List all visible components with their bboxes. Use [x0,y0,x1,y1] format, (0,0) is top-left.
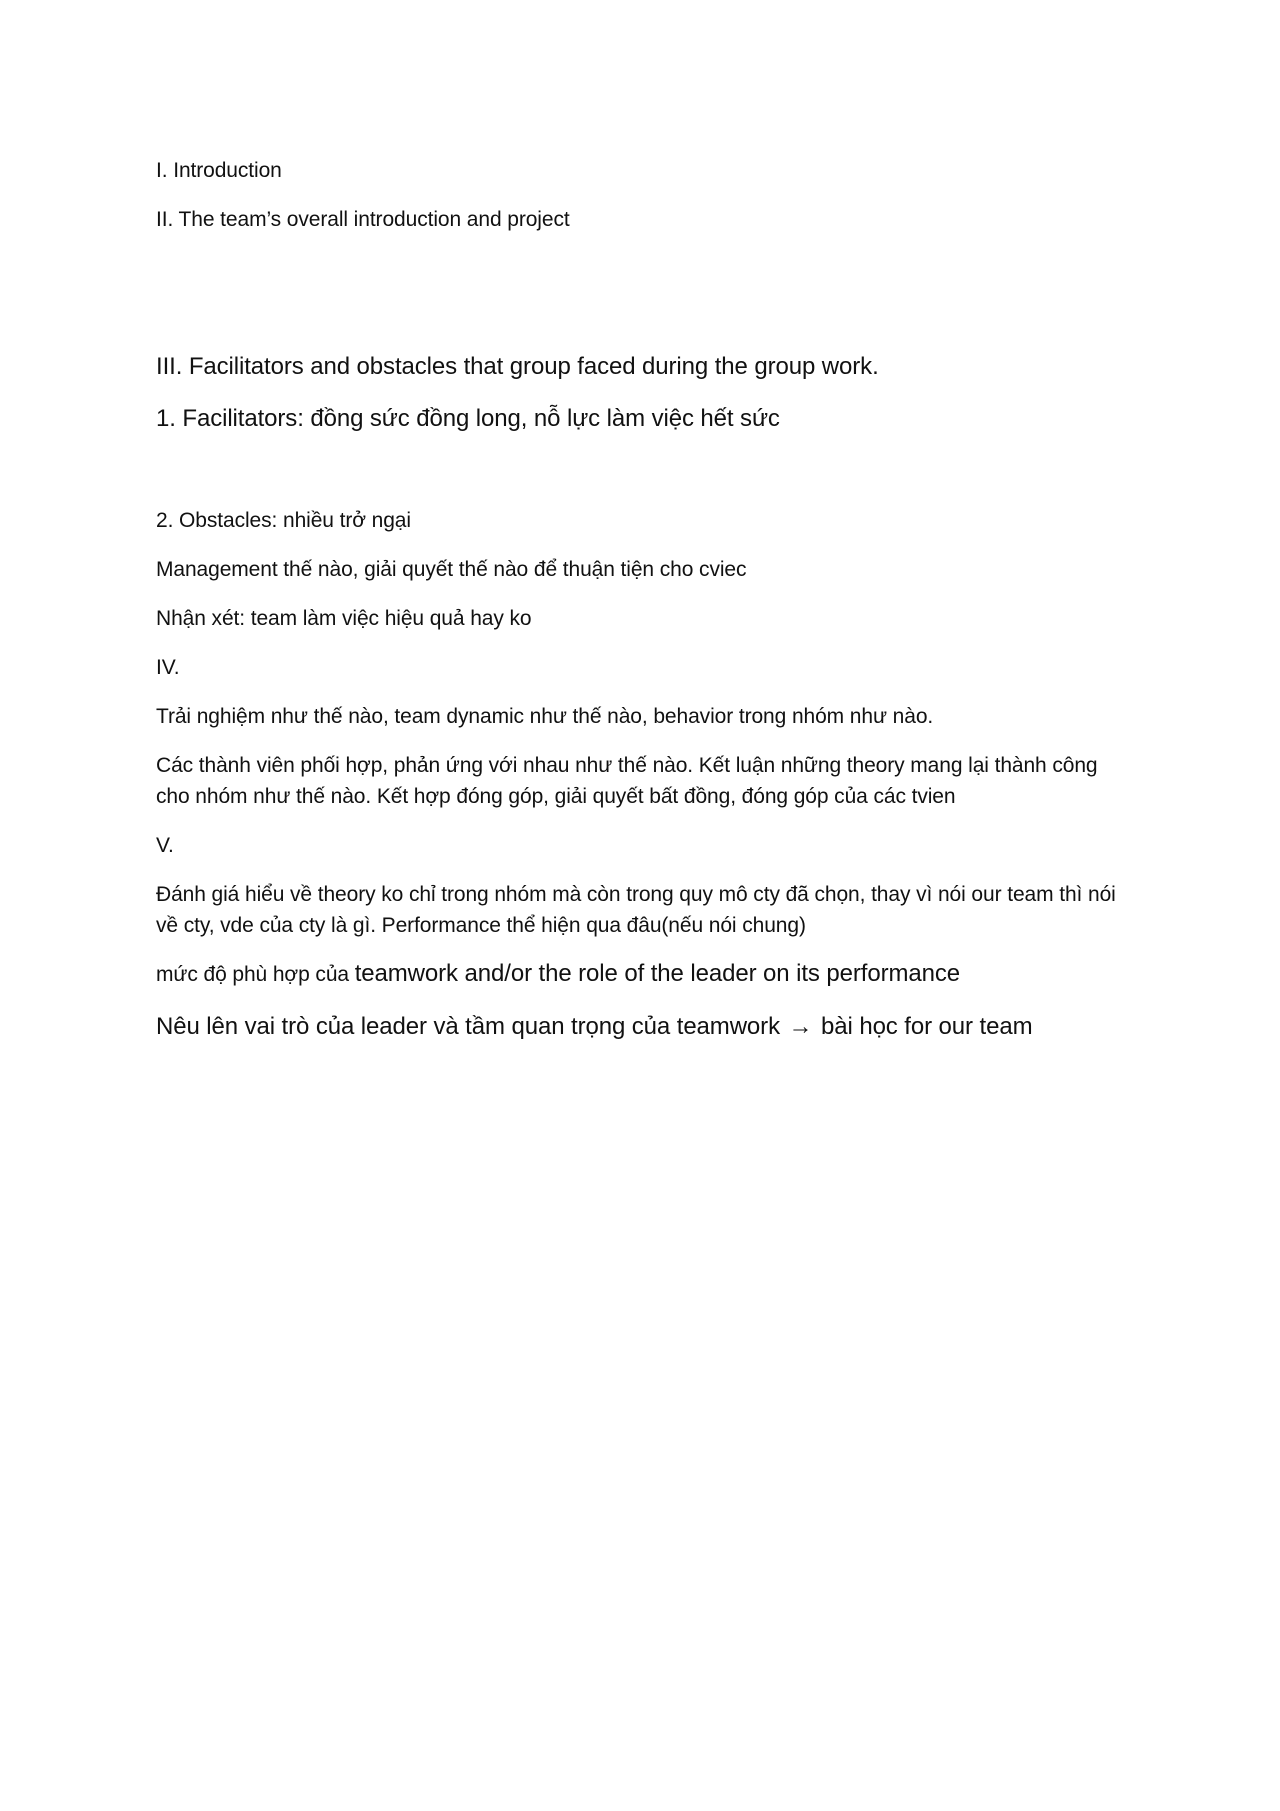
facilitators-item: 1. Facilitators: đồng sức đồng long, nỗ lực làm việc hết sức [156,405,780,432]
review-note: Nhận xét: team làm việc hiệu quả hay ko [156,607,532,630]
heading-introduction: I. Introduction [156,159,282,182]
leader-role-paragraph [156,1010,1116,1044]
suitability-text-start: mức độ phù hợp của [156,963,355,986]
suitability-paragraph [156,958,1116,990]
heading-facilitators-obstacles: III. Facilitators and obstacles that group faced during the group work. [156,353,879,380]
management-note: Management thế nào, giải quyết thế nào để thuận tiện cho cviec [156,558,747,581]
suitability-text-end: teamwork and/or the role of the leader on its performance [354,960,961,987]
right-arrow-icon: → [788,1013,813,1040]
leader-role-text-start: Nêu lên vai trò của leader và tầm quan trọng của teamwork [156,1013,787,1040]
heading-section-iv: IV. [156,656,180,679]
leader-role-text-end: bài học for our team [814,1013,1033,1040]
heading-team-introduction: II. The team’s overall introduction and project [156,208,570,231]
obstacles-item: 2. Obstacles: nhiều trở ngại [156,509,411,532]
evaluation-paragraph: Đánh giá hiểu về theory ko chỉ trong nhóm mà còn trong quy mô cty đã chọn, thay vì nói our team thì nói về cty, vde của cty là gì. Performance thể hiện qua đâu(nếu nói chung) [156,883,1116,937]
heading-section-v: V. [156,834,174,857]
experience-paragraph: Trải nghiệm như thế nào, team dynamic như thế nào, behavior trong nhóm như nào. [156,705,934,728]
members-paragraph: Các thành viên phối hợp, phản ứng với nhau như thế nào. Kết luận những theory mang lại thành công cho nhóm như thế nào. Kết hợp đóng góp, giải quyết bất đồng, đóng góp của các tvien [156,754,1098,808]
